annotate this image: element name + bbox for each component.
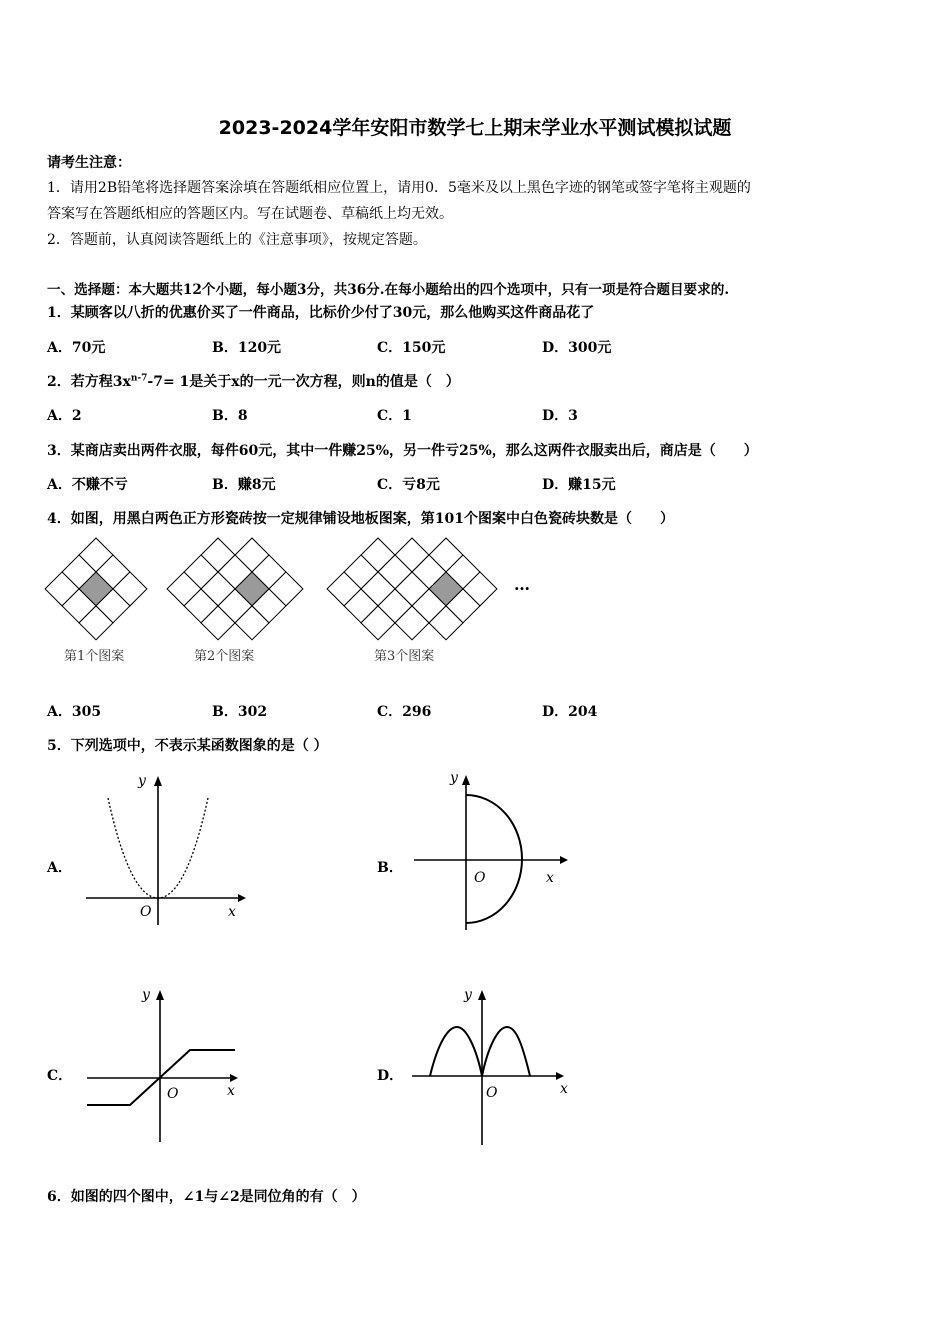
q2-stem-pre: 2．若方程3x <box>47 374 131 390</box>
q3-option-c: C．亏8元 <box>377 477 440 493</box>
origin-label: O <box>140 904 152 920</box>
x-label: x <box>228 904 236 920</box>
tile-pattern-2 <box>167 538 303 640</box>
y-axis-arrow <box>462 775 470 785</box>
question-5-stem: 5．下列选项中，不表示某函数图象的是（ ） <box>47 738 328 754</box>
q5-graph-c <box>85 985 250 1145</box>
q4-option-d: D．204 <box>542 704 598 720</box>
question-4-stem: 4．如图，用黑白两色正方形瓷砖按一定规律铺设地板图案，第101个图案中白色瓷砖块数是（ ） <box>47 511 674 527</box>
notice-line-1a: 1．请用2B铅笔将选择题答案涂填在答题纸相应位置上，请用0．5毫米及以上黑色字迹的钢笔或签字笔将主观题的 <box>47 180 751 196</box>
q2-option-d: D．3 <box>542 408 578 424</box>
question-1-stem: 1．某顾客以八折的优惠价买了一件商品，比标价少付了30元，那么他购买这件商品花了 <box>47 305 595 321</box>
question-3-stem: 3．某商店卖出两件衣服，每件60元，其中一件赚25%，另一件亏25%，那么这两件衣服卖出后，商店是（ ） <box>47 443 758 459</box>
y-label: y <box>138 773 146 789</box>
section-heading: 一、选择题：本大题共12个小题，每小题3分，共36分.在每小题给出的四个选项中，只有一项是符合题目要求的. <box>47 282 730 298</box>
tile-pattern-3 <box>327 538 497 640</box>
q5-graph-d <box>410 985 575 1150</box>
q1-option-a: A．70元 <box>47 340 106 356</box>
q2-option-b: B．8 <box>212 408 248 424</box>
q2-option-c: C．1 <box>377 408 412 424</box>
y-label: y <box>450 770 458 786</box>
double-hump-curve <box>430 1027 530 1076</box>
origin-label: O <box>474 870 486 886</box>
semicircle-curve <box>466 795 522 923</box>
y-label: y <box>142 987 150 1003</box>
q5-option-c-label: C． <box>47 1068 73 1084</box>
question-2-stem <box>47 371 460 391</box>
page-title: 2023-2024学年安阳市数学七上期末学业水平测试模拟试题 <box>218 117 732 139</box>
q1-option-d: D．300元 <box>542 340 612 356</box>
q4-option-c: C．296 <box>377 704 432 720</box>
pattern-3-caption: 第3个图案 <box>374 649 435 664</box>
x-label: x <box>560 1081 568 1097</box>
q5-option-d-label: D． <box>377 1068 404 1084</box>
x-axis-arrow <box>230 1074 238 1082</box>
pattern-ellipsis: … <box>514 575 530 594</box>
q5-graph-b <box>410 770 575 935</box>
notice-heading: 请考生注意： <box>47 155 131 171</box>
origin-label: O <box>486 1085 498 1101</box>
x-axis-arrow <box>556 1072 564 1080</box>
q3-option-d: D．赚15元 <box>542 477 616 493</box>
tile-pattern-1 <box>45 538 147 640</box>
q1-option-c: C．150元 <box>377 340 446 356</box>
q5-option-b-label: B． <box>377 860 403 876</box>
pattern-2-caption: 第2个图案 <box>194 649 255 664</box>
origin-label: O <box>167 1086 179 1102</box>
question-6-stem: 6．如图的四个图中，∠1与∠2是同位角的有（ ） <box>47 1189 366 1205</box>
q3-option-a: A．不赚不亏 <box>47 477 128 493</box>
q4-option-a: A．305 <box>47 704 102 720</box>
y-axis-arrow <box>156 990 164 1000</box>
q5-graph-a <box>80 770 245 930</box>
y-label: y <box>464 987 472 1003</box>
q2-stem-post: -7= 1是关于x的一元一次方程，则n的值是（ ） <box>147 374 460 390</box>
q4-option-b: B．302 <box>212 704 268 720</box>
pattern-1-caption: 第1个图案 <box>64 649 125 664</box>
q2-exponent: n-7 <box>130 373 148 384</box>
notice-line-1b: 答案写在答题纸相应的答题区内。写在试题卷、草稿纸上均无效。 <box>47 206 453 222</box>
y-axis-arrow <box>154 776 162 786</box>
y-axis-arrow <box>478 990 486 1000</box>
q2-option-a: A．2 <box>47 408 82 424</box>
x-label: x <box>227 1083 235 1099</box>
q3-option-b: B．赚8元 <box>212 477 276 493</box>
q5-option-a-label: A． <box>47 860 72 876</box>
x-label: x <box>546 870 554 886</box>
q1-option-b: B．120元 <box>212 340 282 356</box>
x-axis-arrow <box>560 856 568 864</box>
notice-line-2: 2．答题前，认真阅读答题纸上的《注意事项》，按规定答题。 <box>47 232 427 248</box>
x-axis-arrow <box>238 894 246 902</box>
